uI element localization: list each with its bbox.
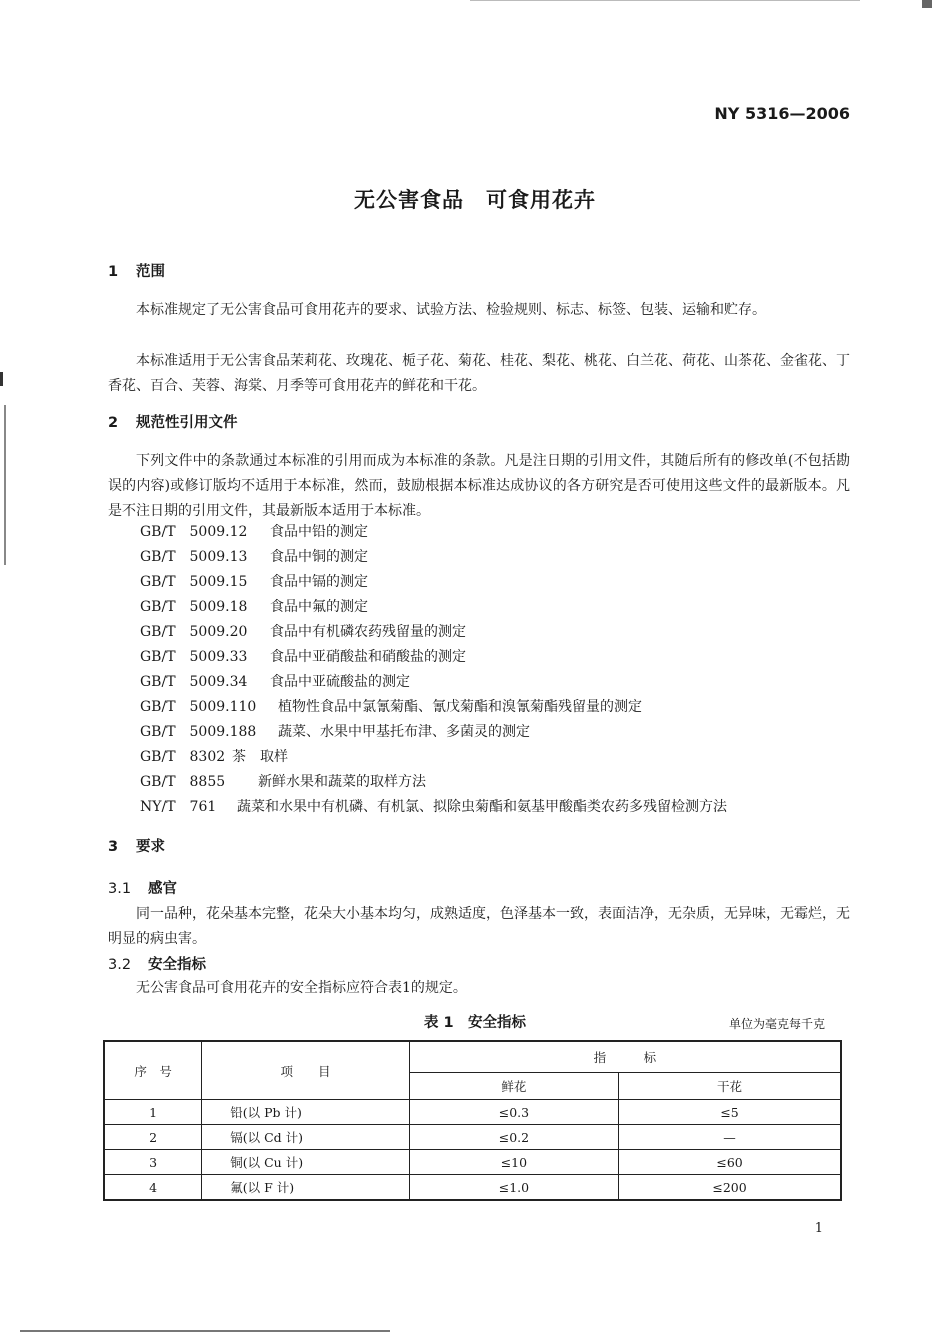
cell-dried: ≤200: [619, 1175, 841, 1201]
section-3-heading: [108, 835, 165, 856]
scan-top-line: [470, 0, 860, 1]
section-3-1-heading: [108, 877, 177, 898]
header-item: 项 目: [202, 1041, 409, 1100]
reference-code: GB/T 5009.33: [140, 649, 248, 665]
scan-edge-mark: [0, 372, 3, 386]
reference-name: 食品中有机磷农药残留量的测定: [270, 624, 466, 640]
reference-item: [140, 795, 727, 820]
table-row: [104, 1100, 841, 1125]
reference-item: [140, 720, 727, 745]
reference-item: [140, 595, 727, 620]
reference-code: GB/T 5009.13: [140, 549, 248, 565]
reference-name: 食品中镉的测定: [270, 574, 368, 590]
table-unit: 单位为毫克每千克: [728, 1017, 825, 1031]
reference-code: GB/T 8855: [140, 774, 226, 790]
section-title: 范围: [136, 264, 165, 280]
reference-code: NY/T 761: [140, 799, 217, 815]
cell-seq: 3: [104, 1150, 202, 1175]
reference-code: GB/T 5009.18: [140, 599, 248, 615]
reference-name: 茶 取样: [232, 749, 288, 765]
cell-item: 铅(以 Pb 计): [202, 1100, 409, 1125]
reference-item: [140, 695, 727, 720]
reference-code: GB/T 5009.34: [140, 674, 248, 690]
safety-indicator-table: [103, 1040, 842, 1201]
header-seq: 序 号: [104, 1041, 202, 1100]
section-title: 要求: [136, 839, 165, 855]
reference-code: GB/T 5009.20: [140, 624, 248, 640]
reference-item: [140, 520, 727, 545]
section-3-1-paragraph: 同一品种，花朵基本完整，花朵大小基本均匀，成熟适度，色泽基本一致，表面洁净，无杂质，无异味，无霉烂，无明显的病虫害。: [108, 906, 850, 947]
reference-name: 新鲜水果和蔬菜的取样方法: [258, 774, 426, 790]
cell-dried: ≤5: [619, 1100, 841, 1125]
table-caption: 表 1 安全指标: [423, 1015, 527, 1031]
document-title: 无公害食品 可食用花卉: [354, 188, 596, 212]
table-row: [104, 1125, 841, 1150]
section-3-2-paragraph: 无公害食品可食用花卉的安全指标应符合表1的规定。: [136, 980, 467, 996]
header-indicator: 指 标: [409, 1041, 841, 1073]
reference-name: 植物性食品中氯氰菊酯、氰戊菊酯和溴氰菊酯残留量的测定: [278, 699, 642, 715]
cell-seq: 1: [104, 1100, 202, 1125]
reference-code: GB/T 5009.15: [140, 574, 248, 590]
header-dried: 干花: [619, 1073, 841, 1100]
reference-name: 食品中氟的测定: [270, 599, 368, 615]
reference-code: GB/T 8302: [140, 749, 226, 765]
cell-item: 镉(以 Cd 计): [202, 1125, 409, 1150]
reference-item: [140, 570, 727, 595]
cell-seq: 2: [104, 1125, 202, 1150]
reference-name: 食品中亚硫酸盐的测定: [270, 674, 410, 690]
reference-name: 食品中铜的测定: [270, 549, 368, 565]
cell-fresh: ≤1.0: [409, 1175, 618, 1201]
section-number: 3.2: [108, 957, 132, 973]
reference-name: 食品中铅的测定: [270, 524, 368, 540]
section-1-paragraph-1: 本标准规定了无公害食品可食用花卉的要求、试验方法、检验规则、标志、标签、包装、运输和贮存。: [136, 302, 766, 318]
reference-item: [140, 645, 727, 670]
cell-item: 铜(以 Cu 计): [202, 1150, 409, 1175]
reference-item: [140, 670, 727, 695]
reference-list: [140, 520, 727, 820]
header-fresh: 鲜花: [409, 1073, 618, 1100]
section-1-paragraph-2: 本标准适用于无公害食品茉莉花、玫瑰花、栀子花、菊花、桂花、梨花、桃花、白兰花、荷花、山茶花、金雀花、丁香花、百合、芙蓉、海棠、月季等可食用花卉的鲜花和干花。: [108, 353, 850, 394]
scan-edge-mark: [4, 405, 6, 565]
cell-seq: 4: [104, 1175, 202, 1201]
section-number: 1: [108, 264, 119, 280]
cell-fresh: ≤0.2: [409, 1125, 618, 1150]
section-number: 3.1: [108, 881, 132, 897]
section-2-heading: [108, 411, 238, 432]
section-number: 3: [108, 839, 119, 855]
cell-item: 氟(以 F 计): [202, 1175, 409, 1201]
reference-item: [140, 770, 727, 795]
standard-code: NY 5316—2006: [714, 104, 850, 123]
table-row: [104, 1150, 841, 1175]
reference-name: 蔬菜和水果中有机磷、有机氯、拟除虫菊酯和氨基甲酸酯类农药多残留检测方法: [237, 799, 727, 815]
reference-name: 蔬菜、水果中甲基托布津、多菌灵的测定: [278, 724, 530, 740]
section-1-heading: [108, 260, 165, 281]
section-number: 2: [108, 415, 119, 431]
cell-dried: ≤60: [619, 1150, 841, 1175]
cell-dried: —: [619, 1125, 841, 1150]
table-row: [104, 1175, 841, 1201]
section-title: 安全指标: [148, 957, 206, 973]
cell-fresh: ≤0.3: [409, 1100, 618, 1125]
reference-item: [140, 620, 727, 645]
scan-bottom-line: [20, 1330, 390, 1332]
section-title: 规范性引用文件: [136, 415, 238, 431]
reference-code: GB/T 5009.12: [140, 524, 248, 540]
section-3-2-heading: [108, 953, 206, 974]
reference-name: 食品中亚硝酸盐和硝酸盐的测定: [270, 649, 466, 665]
section-2-paragraph-1: 下列文件中的条款通过本标准的引用而成为本标准的条款。凡是注日期的引用文件，其随后所有的修改单(不包括勘误的内容)或修订版均不适用于本标准，然而，鼓励根据本标准达成协议的各方研究是否可使用这些文件的最新版本。凡是不注日期的引用文件，其最新版本适用于本标准。: [108, 453, 850, 519]
table-header-row: [104, 1041, 841, 1073]
page-number: 1: [814, 1221, 823, 1236]
reference-code: GB/T 5009.110: [140, 699, 257, 715]
reference-item: [140, 745, 727, 770]
section-title: 感官: [148, 881, 177, 897]
reference-code: GB/T 5009.188: [140, 724, 257, 740]
cell-fresh: ≤10: [409, 1150, 618, 1175]
scan-corner-mark: [922, 0, 932, 8]
reference-item: [140, 545, 727, 570]
